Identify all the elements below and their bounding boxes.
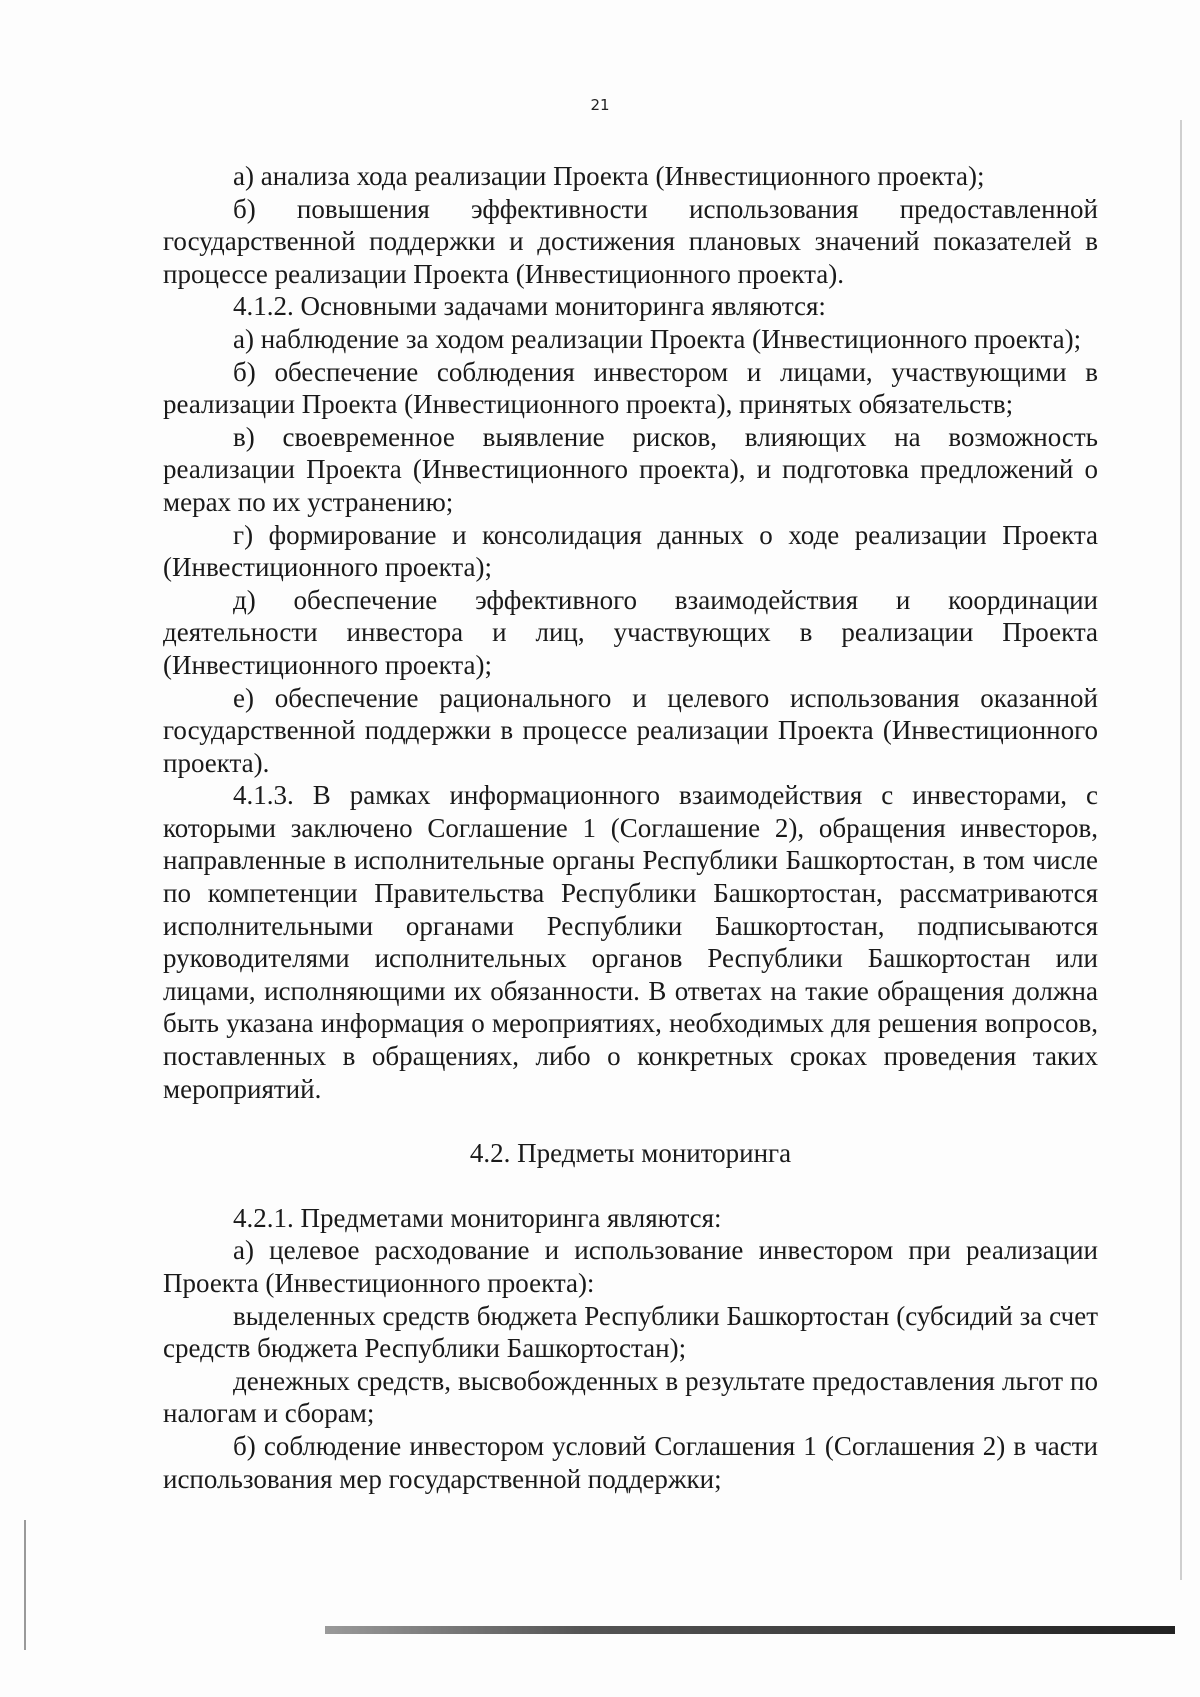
paragraph-4-1-2-v: в) своевременное выявление рисков, влияющих на возможность реализации Проекта (Инвестиционного проекта), и подготовка предложений о мерах по их устранению; bbox=[163, 421, 1098, 517]
scan-bottom-bar bbox=[325, 1626, 1175, 1634]
paragraph-4-1-2-d: д) обеспечение эффективного взаимодействия и координации деятельности инвестора и лиц, участвующих в реализации Проекта (Инвестиционного проекта); bbox=[163, 584, 1098, 680]
paragraph-4-2-1: 4.2.1. Предметами мониторинга являются: bbox=[233, 1202, 722, 1233]
page-number: 21 bbox=[590, 96, 610, 114]
paragraph-4-1-1-b: б) повышения эффективности использования предоставленной государственной поддержки и достижения плановых значений показателей в процессе реализации Проекта (Инвестиционного проекта). bbox=[163, 193, 1098, 289]
paragraph-4-2-1-b: б) соблюдение инвестором условий Соглашения 1 (Соглашения 2) в части использования мер государственной поддержки; bbox=[163, 1430, 1098, 1494]
paragraph-4-1-2: 4.1.2. Основными задачами мониторинга являются: bbox=[233, 291, 826, 322]
paragraph-4-2-1-a-tax: денежных средств, высвобожденных в результате предоставления льгот по налогам и сборам; bbox=[163, 1365, 1098, 1429]
paragraph-4-1-3: 4.1.3. В рамках информационного взаимодействия с инвесторами, с которыми заключено Соглашение 1 (Соглашение 2), обращения инвесторов, направленные в исполнительные органы Республики Башкортостан, в том числе по компетенции Правительства Республики Башкортостан, рассматриваются исполнительными органами Республики Башкортостан, подписываются руководителями исполнительных органов Республики Башкортостан или лицами, исполняющими их обязанности. В ответах на такие обращения должна быть указана информация о мероприятиях, необходимых для решения вопросов, поставленных в обращениях, либо о конкретных сроках проведения таких мероприятий. bbox=[163, 780, 1098, 1104]
paragraph-4-1-2-g: г) формирование и консолидация данных о ходе реализации Проекта (Инвестиционного проекта); bbox=[163, 519, 1098, 583]
paragraph-4-1-2-a: а) наблюдение за ходом реализации Проекта (Инвестиционного проекта); bbox=[233, 323, 1082, 354]
paragraph-4-2-1-a-budget: выделенных средств бюджета Республики Башкортостан (субсидий за счет средств бюджета Республики Башкортостан); bbox=[163, 1300, 1098, 1364]
scan-edge-left bbox=[24, 1520, 26, 1650]
paragraph-4-2-1-a: а) целевое расходование и использование инвестором при реализации Проекта (Инвестиционного проекта): bbox=[163, 1235, 1098, 1298]
scan-edge-right bbox=[1180, 120, 1182, 1580]
paragraph-4-1-1-a: а) анализа хода реализации Проекта (Инвестиционного проекта); bbox=[233, 161, 985, 191]
section-heading: 4.2. Предметы мониторинга bbox=[469, 1138, 792, 1169]
paragraph-4-1-2-b: б) обеспечение соблюдения инвестором и лицами, участвующими в реализации Проекта (Инвестиционного проекта), принятых обязательств; bbox=[163, 356, 1098, 420]
document-body bbox=[163, 160, 1098, 1495]
paragraph-4-1-2-e: е) обеспечение рационального и целевого использования оказанной государственной поддержки в процессе реализации Проекта (Инвестиционного проекта). bbox=[163, 682, 1098, 778]
